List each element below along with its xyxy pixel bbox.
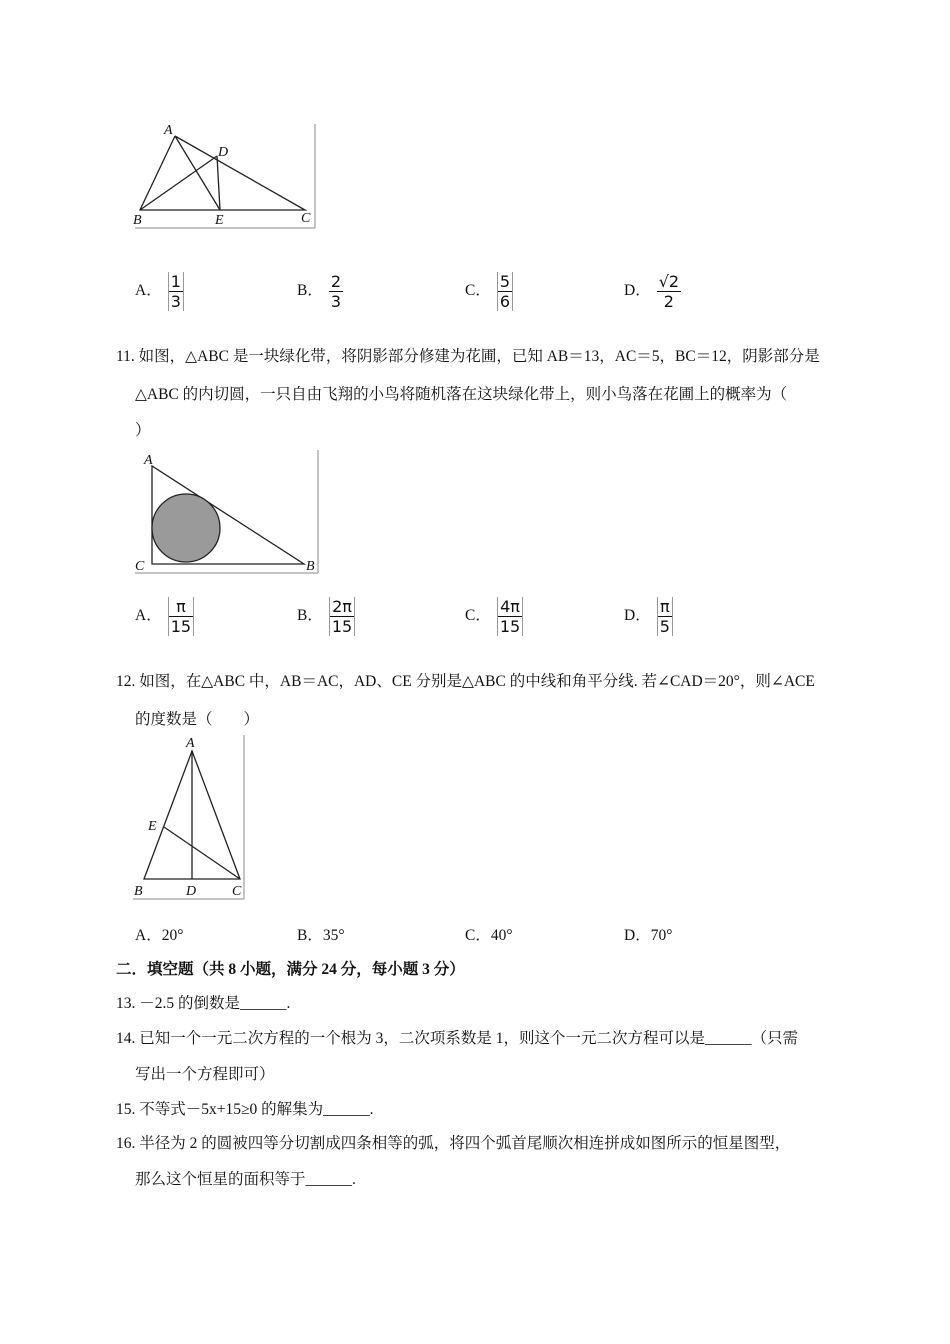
q16-line1: 16. 半径为 2 的圆被四等分切割成四条相等的弧，将四个弧首尾顺次相连拼成如图所示的恒星图型， <box>116 1135 791 1152</box>
label-d: D <box>218 145 229 160</box>
q11-line2: △ABC 的内切圆，一只自由飞翔的小鸟将随机落在这块绿化带上，则小鸟落在花圃上的概率为（ <box>135 386 788 403</box>
label-d: D <box>186 884 197 899</box>
q15: 15. 不等式－5x+15≥0 的解集为______. <box>116 1101 374 1118</box>
q12-line1: 12. 如图，在△ABC 中，AB＝AC，AD、CE 分别是△ABC 的中线和角平分线. 若∠CAD＝20°，则∠ACE <box>116 673 815 690</box>
q16-line2: 那么这个恒星的面积等于______. <box>135 1171 356 1188</box>
q14-line1: 14. 已知一个一元二次方程的一个根为 3，二次项系数是 1，则这个一元二次方程可以是______（只需 <box>116 1030 799 1047</box>
q10-option-c: C． $\frac{5}{6}$ <box>465 272 513 311</box>
label-e: E <box>148 819 157 834</box>
q12-option-d: D．70° <box>624 927 673 944</box>
label-c: C <box>135 559 145 574</box>
q10-option-b: B． $\frac{2}{3}$ <box>297 272 342 311</box>
label-b: B <box>306 559 315 574</box>
q10-option-d: D． $\frac{√2}{2}$ <box>624 272 680 311</box>
q11-line3: ） <box>135 422 151 439</box>
q11-option-b: B． $\frac{2\pi}{15}$ <box>297 597 355 636</box>
q10-option-a: A． $\frac{1}{3}$ <box>135 272 184 311</box>
q11-figure <box>132 448 324 576</box>
q10-figure <box>130 118 325 233</box>
section-2-title: 二．填空题（共 8 小题，满分 24 分，每小题 3 分） <box>116 961 465 978</box>
q11-line1: 11. 如图，△ABC 是一块绿化带，将阴影部分修建为花圃，已知 AB＝13，AC＝5，BC＝12，阴影部分是 <box>116 348 820 365</box>
q11-option-c: C． $\frac{4\pi}{15}$ <box>465 597 523 636</box>
q12-line2: 的度数是（ ） <box>135 711 260 728</box>
label-c: C <box>301 211 311 226</box>
q12-figure <box>130 733 250 903</box>
incircle <box>152 494 220 562</box>
q13: 13. －2.5 的倒数是______. <box>116 995 291 1012</box>
label-e: E <box>215 213 224 228</box>
label-c: C <box>232 884 242 899</box>
label-a: A <box>164 123 173 138</box>
label-a: A <box>144 453 153 468</box>
q11-option-a: A． $\frac{\pi}{15}$ <box>135 597 194 636</box>
label-b: B <box>134 884 143 899</box>
label-b: B <box>133 213 142 228</box>
q12-option-c: C．40° <box>465 927 513 944</box>
q11-option-d: D． $\frac{\pi}{5}$ <box>624 597 673 636</box>
q12-option-b: B．35° <box>297 927 345 944</box>
label-a: A <box>186 736 195 751</box>
q12-option-a: A．20° <box>135 927 184 944</box>
q14-line2: 写出一个方程即可） <box>135 1066 275 1083</box>
